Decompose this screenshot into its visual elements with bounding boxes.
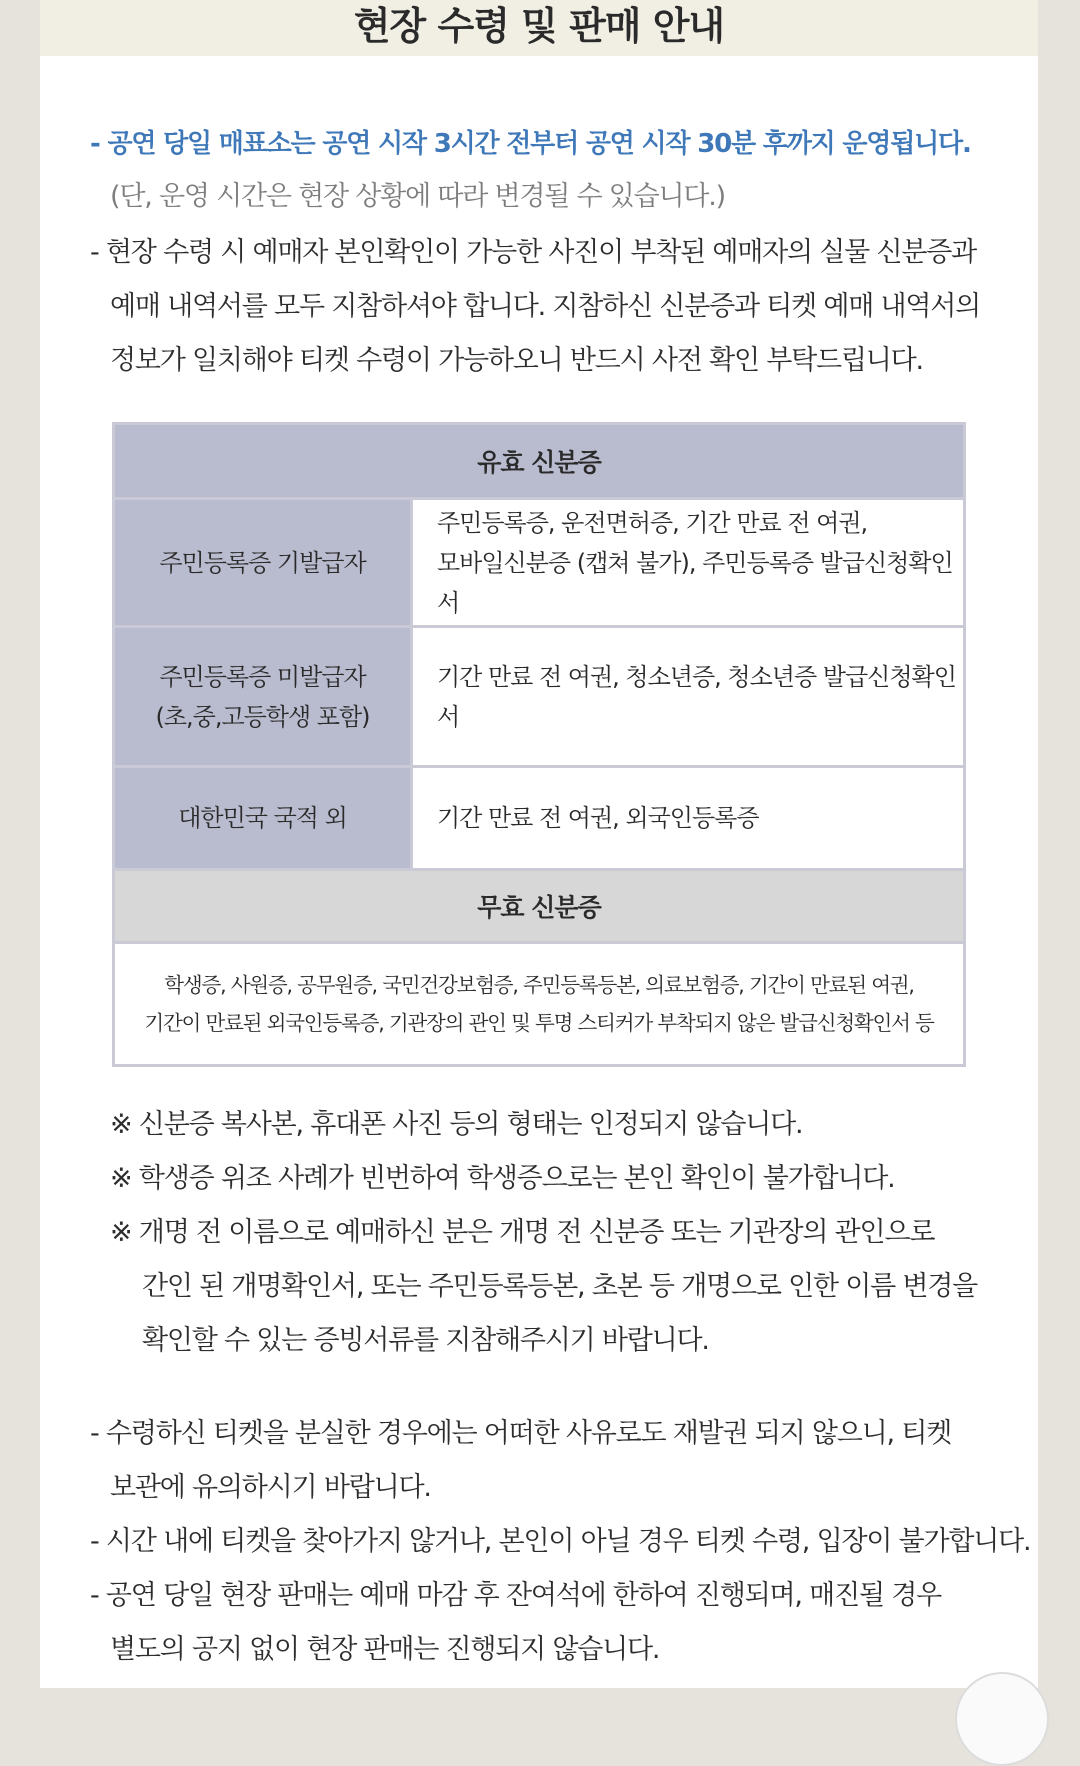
category-label: 대한민국 국적 외 bbox=[178, 804, 347, 832]
pickup-line-3: 정보가 일치해야 티켓 수령이 가능하오니 반드시 사전 확인 부탁드립니다. bbox=[110, 345, 923, 376]
table-row bbox=[114, 499, 965, 627]
valid-id-heading: 유효 신분증 bbox=[114, 424, 965, 499]
category-label: 주민등록증 기발급자 bbox=[159, 548, 366, 577]
invalid-id-list bbox=[114, 943, 965, 1066]
note-rename-3: 확인할 수 있는 증빙서류를 지참해주시기 바랍니다. bbox=[142, 1325, 709, 1356]
category-cell bbox=[114, 627, 412, 767]
note-student: ※ 학생증 위조 사례가 빈번하여 학생증으로는 본인 확인이 불가합니다. bbox=[110, 1163, 895, 1194]
onsite-sale-2: 별도의 공지 없이 현장 판매는 진행되지 않습니다. bbox=[110, 1634, 660, 1665]
note-rename-1: ※ 개명 전 이름으로 예매하신 분은 개명 전 신분증 또는 기관장의 관인으로 bbox=[110, 1217, 935, 1248]
lost-ticket-2: 보관에 유의하시기 바랍니다. bbox=[110, 1472, 431, 1503]
box-office-hours: - 공연 당일 매표소는 공연 시작 3시간 전부터 공연 시작 30분 후까지 운영됩니다. bbox=[90, 129, 971, 159]
category-cell bbox=[114, 767, 412, 870]
invalid-id-heading: 무효 신분증 bbox=[114, 870, 965, 943]
ids-cell bbox=[412, 499, 965, 627]
ids-cell bbox=[412, 627, 965, 767]
table-row bbox=[114, 627, 965, 767]
page-title: 현장 수령 및 판매 안내 bbox=[353, 3, 725, 48]
category-label: 주민등록증 미발급자 bbox=[159, 662, 366, 691]
ids-cell bbox=[412, 767, 965, 870]
floating-action-button[interactable] bbox=[955, 1672, 1049, 1766]
pickup-line-1: - 현장 수령 시 예매자 본인확인이 가능한 사진이 부착된 예매자의 실물 신분증과 bbox=[90, 237, 976, 268]
table-row bbox=[114, 767, 965, 870]
note-rename-2: 간인 된 개명확인서, 또는 주민등록등본, 초본 등 개명으로 인한 이름 변경을 bbox=[142, 1271, 978, 1302]
id-list-line: 기간 만료 전 여권, 외국인등록증 bbox=[437, 804, 759, 832]
note-copy: ※ 신분증 복사본, 휴대폰 사진 등의 형태는 인정되지 않습니다. bbox=[110, 1109, 803, 1140]
category-cell bbox=[114, 499, 412, 627]
pickup-line-2: 예매 내역서를 모두 지참하셔야 합니다. 지참하신 신분증과 티켓 예매 내역서의 bbox=[110, 291, 981, 322]
page-header bbox=[40, 0, 1038, 56]
id-list-line: 기간 만료 전 여권, 청소년증, 청소년증 발급신청확인서 bbox=[437, 662, 956, 731]
id-list-line: 주민등록증, 운전면허증, 기간 만료 전 여권, bbox=[437, 508, 868, 537]
onsite-sale-1: - 공연 당일 현장 판매는 예매 마감 후 잔여석에 한하여 진행되며, 매진될 경우 bbox=[90, 1580, 941, 1611]
hours-note: (단, 운영 시간은 현장 상황에 따라 변경될 수 있습니다.) bbox=[110, 181, 726, 212]
lost-ticket-1: - 수령하신 티켓을 분실한 경우에는 어떠한 사유로도 재발권 되지 않으니, 티켓 bbox=[90, 1418, 952, 1449]
notice-page bbox=[40, 0, 1038, 1688]
time-limit-note: - 시간 내에 티켓을 찾아가지 않거나, 본인이 아닐 경우 티켓 수령, 입장이 불가합니다. bbox=[90, 1526, 1031, 1557]
invalid-id-line: 기간이 만료된 외국인등록증, 기관장의 관인 및 투명 스티커가 부착되지 않은 발급신청확인서 등 bbox=[144, 1011, 934, 1035]
id-list-line: 모바일신분증 (캡쳐 불가), 주민등록증 발급신청확인서 bbox=[437, 548, 953, 617]
id-table bbox=[112, 422, 966, 1067]
category-sublabel: (초,중,고등학생 포함) bbox=[155, 702, 370, 731]
invalid-id-line: 학생증, 사원증, 공무원증, 국민건강보험증, 주민등록등본, 의료보험증, 기간이 만료된 여권, bbox=[164, 973, 914, 997]
